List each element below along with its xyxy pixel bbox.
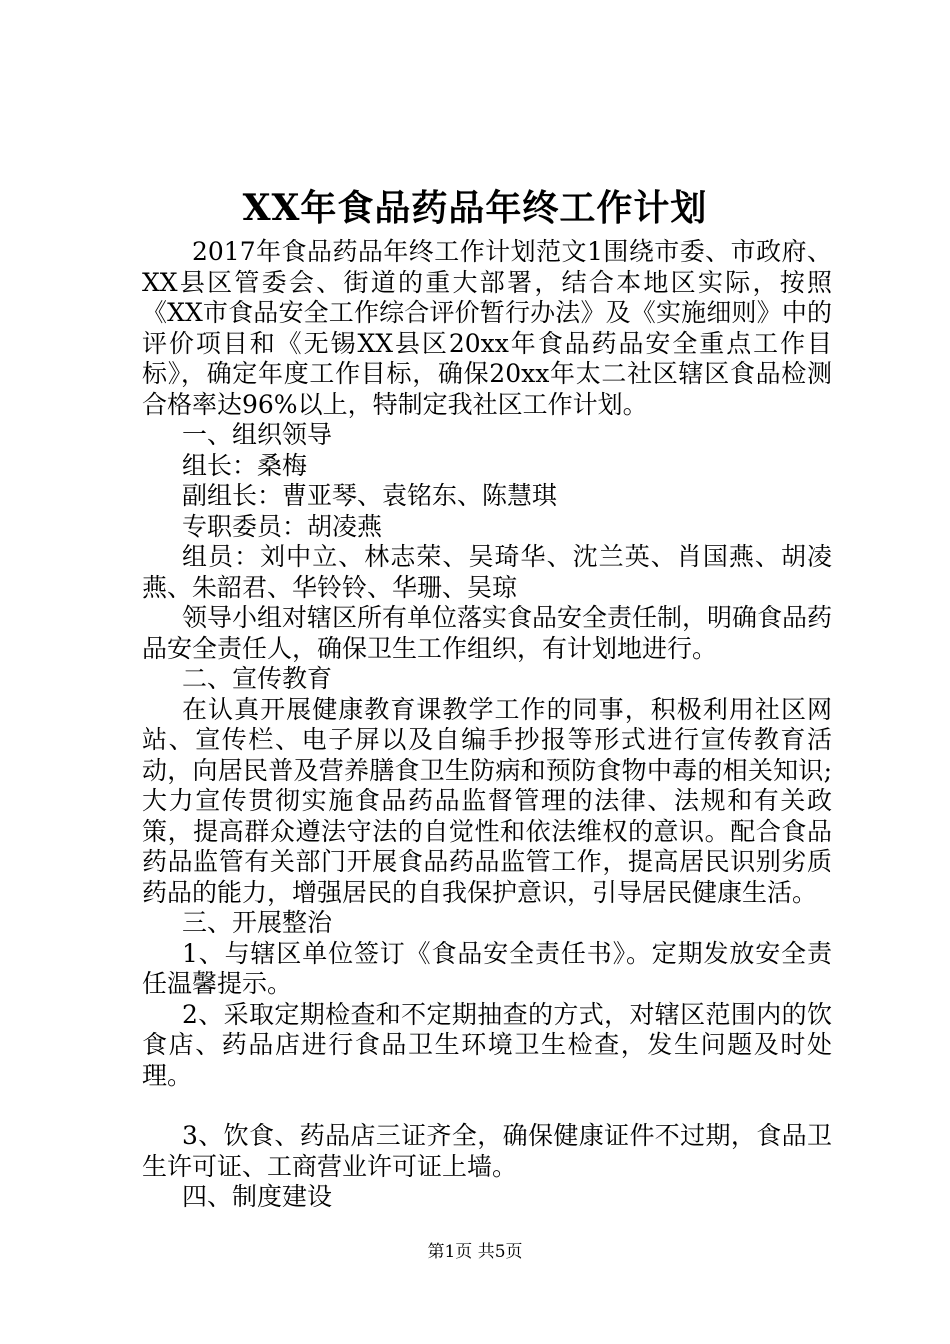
deputy-leader-line: 副组长：曹亚琴、袁铭东、陈慧琪	[182, 481, 558, 510]
document-title: XX年食品药品年终工作计划	[242, 187, 708, 229]
section-heading-rectification: 三、开展整治	[182, 908, 333, 937]
rectification-item-2: 2、采取定期检查和不定期抽查的方式，对辖区范围内的饮食店、药品店进行食品卫生环境卫生检查，发生问题及时处理。	[142, 999, 832, 1090]
publicity-paragraph: 在认真开展健康教育课教学工作的同事，积极利用社区网站、宣传栏、电子屏以及自编手抄报等形式进行宣传教育活动，向居民普及营养膳食卫生防病和预防食物中毒的相关知识;大力宣传贯彻实施食品药品监督管理的法律、法规和有关政策，提高群众遵法守法的自觉性和依法维权的意识。配合食品药品监管有关部门开展食品药品监管工作，提高居民识别劣质药品的能力，增强居民的自我保护意识，引导居民健康生活。	[142, 694, 832, 907]
team-leader-line: 组长：桑梅	[182, 450, 308, 480]
intro-paragraph: 2017年食品药品年终工作计划范文1围绕市委、市政府、XX县区管委会、街道的重大部署，结合本地区实际，按照《XX市食品安全工作综合评价暂行办法》及《实施细则》中的评价项目和《无锡XX县区20xx年食品药品安全重点工作目标》，确定年度工作目标，确保20xx年太二社区辖区食品检测合格率达96%以上，特制定我社区工作计划。	[142, 237, 832, 419]
full-time-member-line: 专职委员：胡凌燕	[182, 511, 383, 541]
section-heading-system: 四、制度建设	[182, 1182, 333, 1211]
leadership-paragraph: 领导小组对辖区所有单位落实食品安全责任制，明确食品药品安全责任人，确保卫生工作组织，有计划地进行。	[142, 603, 833, 663]
rectification-item-3: 3、饮食、药品店三证齐全，确保健康证件不过期，食品卫生许可证、工商营业许可证上墙。	[142, 1121, 832, 1181]
page-footer: 第1页 共5页	[427, 1242, 523, 1262]
section-heading-organization: 一、组织领导	[182, 420, 333, 449]
document-body	[142, 237, 832, 1213]
team-members-paragraph: 组员：刘中立、林志荣、吴琦华、沈兰英、肖国燕、胡凌燕、朱韶君、华铃铃、华珊、吴琼	[142, 542, 832, 602]
section-heading-publicity: 二、宣传教育	[182, 664, 333, 693]
rectification-item-1: 1、与辖区单位签订《食品安全责任书》。定期发放安全责任温馨提示。	[142, 938, 832, 998]
